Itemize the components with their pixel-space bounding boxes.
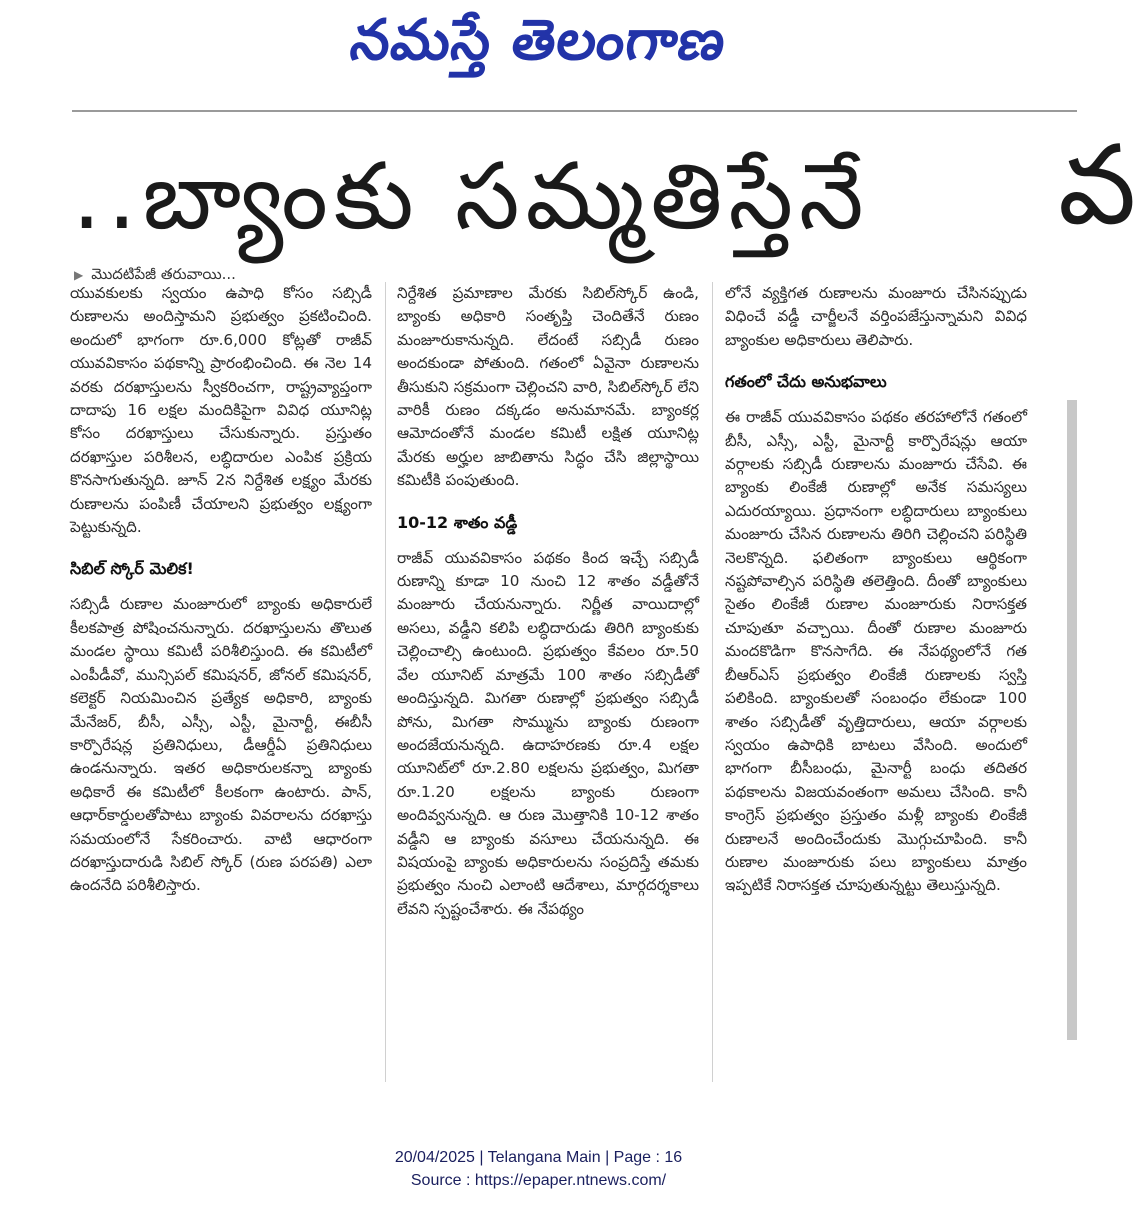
paragraph: లోనే వ్యక్తిగత రుణాలను మంజూరు చేసినప్పుడు విధించే వడ్డీ చార్జీలనే వర్తింపజేస్తున్నామని వివిధ బ్యాంకుల అధికారులు తెలిపారు. — [725, 284, 1027, 349]
adjacent-article-headline-fragment: వ — [1058, 121, 1136, 249]
article-column-2 — [397, 282, 699, 929]
paragraph: నిర్దేశిత ప్రమాణాల మేరకు సిబిల్‌స్కోర్ ఉండి, బ్యాంకు అధికారి సంతృప్తి చెందితేనే రుణం మంజూరుకానున్నది. లేదంటే సబ్సిడీ రుణం అందకుండా పోతుంది. గతంలో ఏవైనా రుణాలను తీసుకుని సక్రమంగా చెల్లించని వారి, సిబిల్‌స్కోర్ లేని వారికీ రుణం దక్కడం అనుమానమే. బ్యాంకర్ల ఆమోదంతోనే మండల కమిటీ లక్షిత యూనిట్ల మేరకు అర్హుల జాబితాను సిద్ధం చేసి జిల్లాస్థాయి కమిటీకి పంపుతుంది. — [397, 284, 699, 490]
adjacent-article-edge — [1067, 400, 1077, 1040]
continued-text: మొదటిపేజీ తరువాయి... — [91, 265, 236, 283]
chevron-right-icon: ▶ — [74, 268, 84, 282]
edition-info: 20/04/2025 | Telangana Main | Page : 16 — [394, 1149, 683, 1166]
subheading: గతంలో చేదు అనుభవాలు — [725, 372, 887, 392]
column-divider — [385, 282, 386, 1082]
newspaper-logo: నమస్తే తెలంగాణ — [346, 8, 731, 73]
paragraph: ఈ రాజీవ్ యువవికాసం పథకం తరహాలోనే గతంలో బీసీ, ఎస్సీ, ఎస్టీ, మైనార్టీ కార్పొరేషన్లు ఆయా వర్గాలకు సబ్సిడీ రుణాలను మంజూరు చేసేవి. ఈ బ్యాంకు లింకేజీ రుణాల్లో అనేక సమస్యలు ఎదురయ్యాయి. ప్రధానంగా లబ్ధిదారులు బ్యాంకులు మంజూరు చేసిన రుణాలను తిరిగి చెల్లించని పరిస్థితి నెలకొన్నది. ఫలితంగా బ్యాంకులు ఆర్థికంగా నష్టపోవాల్సిన పరిస్థితి తలెత్తింది. దీంతో బ్యాంకులు సైతం లింకేజీ రుణాల మంజూరుకు నిరాసక్తత చూపుతూ వచ్చాయి. దీంతో రుణాల మంజూరు మందకొడిగా కొనసాగేది. ఈ నేపథ్యంలోనే గత బీఆర్‌ఎస్ ప్రభుత్వం లింకేజీ రుణాలకు స్వస్తి పలికింది. బ్యాంకులతో సంబంధం లేకుండా 100 శాతం సబ్సిడీతో వృత్తిదారులు, ఆయా వర్గాలకు స్వయం ఉపాధికి బాటలు వేసింది. అందులో భాగంగా బీసీబంధు, మైనార్టీ బంధు తదితర పథకాలను విజయవంతంగా అమలు చేసింది. కానీ కాంగ్రెస్ ప్రభుత్వం ప్రస్తుతం మళ్లీ బ్యాంకు లింకేజీ రుణాలనే అందించేందుకు మొగ్గుచూపింది. కానీ రుణాల మంజూరుకు పలు బ్యాంకులు మాత్రం ఇప్పటికే నిరాసక్తత చూపుతున్నట్టు తెలుస్తున్నది. — [725, 408, 1027, 895]
paragraph: సబ్సిడీ రుణాల మంజూరులో బ్యాంకు అధికారులే కీలకపాత్ర పోషించనున్నారు. దరఖాస్తులను తొలుత మండల స్థాయి కమిటీ పరిశీలిస్తుంది. ఈ కమిటీలో ఎంపీడీవో, మున్సిపల్ కమిషనర్, జోనల్ కమిషనర్, కలెక్టర్ నియమించిన ప్రత్యేక అధికారి, బ్యాంకు మేనేజర్, బీసీ, ఎస్సీ, ఎస్టీ, మైనార్టీ, ఈబీసీ కార్పొరేషన్ల ప్రతినిధులు, డీఆర్డీఏ ప్రతినిధులు ఉండనున్నారు. ఇతర అధికారులకన్నా బ్యాంకు అధికారే ఈ కమిటీలో కీలకంగా ఉంటారు. పాన్, ఆధార్‌కార్డులతోపాటు బ్యాంకు వివరాలను దరఖాస్తు సమయంలోనే సేకరించారు. వాటి ఆధారంగా దరఖాస్తుదారుడి సిబిల్ స్కోర్ (రుణ పరపతి) ఎలా ఉందనేది పరిశీలిస్తారు. — [70, 595, 372, 895]
article-headline: ..బ్యాంకు సమ్మతిస్తేనే — [72, 143, 870, 250]
subheading: సిబిల్ స్కోర్ మెలిక! — [70, 559, 194, 579]
source-link[interactable]: Source : https://epaper.ntnews.com/ — [410, 1172, 667, 1189]
page-footer — [0, 1146, 1077, 1192]
paragraph: యువకులకు స్వయం ఉపాధి కోసం సబ్సిడీ రుణాలను అందిస్తామని ప్రభుత్వం ప్రకటించింది. అందులో భాగంగా రూ.6,000 కోట్లతో రాజీవ్ యువవికాసం పథకాన్ని ప్రారంభించింది. ఈ నెల 14 వరకు దరఖాస్తులను స్వీకరించగా, రాష్ట్రవ్యాప్తంగా దాదాపు 16 లక్షల మందికిపైగా వివిధ యూనిట్ల కోసం దరఖాస్తులు చేసుకున్నారు. ప్రస్తుతం దరఖాస్తుల పరిశీలన, లబ్ధిదారుల ఎంపిక ప్రక్రియ కొనసాగుతున్నది. జూన్ 2న నిర్దేశిత లక్ష్యం మేరకు రుణాలను పంపిణీ చేయాలని ప్రభుత్వం లక్ష్యంగా పెట్టుకున్నది. — [70, 284, 372, 537]
masthead — [0, 0, 1077, 80]
article-column-3 — [725, 282, 1027, 906]
header-divider — [72, 110, 1077, 112]
paragraph: రాజీవ్ యువవికాసం పథకం కింద ఇచ్చే సబ్సిడీ రుణాన్ని కూడా 10 నుంచి 12 శాతం వడ్డీతోనే మంజూరు చేయనున్నారు. నిర్ణీత వాయిదాల్లో అసలు, వడ్డీని కలిపి లబ్ధిదారుడు తిరిగి బ్యాంకుకు చెల్లించాల్సి ఉంటుంది. ప్రభుత్వం కేవలం రూ.50 వేల యూనిట్ మాత్రమే 100 శాతం సబ్సిడీతో అందిస్తున్నది. మిగతా రుణాల్లో ప్రభుత్వం సబ్సిడీ పోను, మిగతా సొమ్మును బ్యాంకు రుణంగా అందజేయనున్నది. ఉదాహరణకు రూ.4 లక్షల యూనిట్‌లో రూ.2.80 లక్షలను ప్రభుత్వం, మిగతా రూ.1.20 లక్షలను బ్యాంకు రుణంగా అందివ్వనున్నది. ఆ రుణ మొత్తానికి 10-12 శాతం వడ్డీని ఆ బ్యాంకు వసూలు చేయనున్నది. ఈ విషయంపై బ్యాంకు అధికారులను సంప్రదిస్తే తమకు ప్రభుత్వం నుంచి ఎలాంటి ఆదేశాలు, మార్గదర్శకాలు లేవని స్పష్టంచేశారు. ఈ నేపథ్యం — [397, 548, 699, 918]
column-divider — [712, 282, 713, 1082]
subheading: 10-12 శాతం వడ్డీ — [397, 512, 518, 532]
article-column-1 — [70, 282, 372, 906]
